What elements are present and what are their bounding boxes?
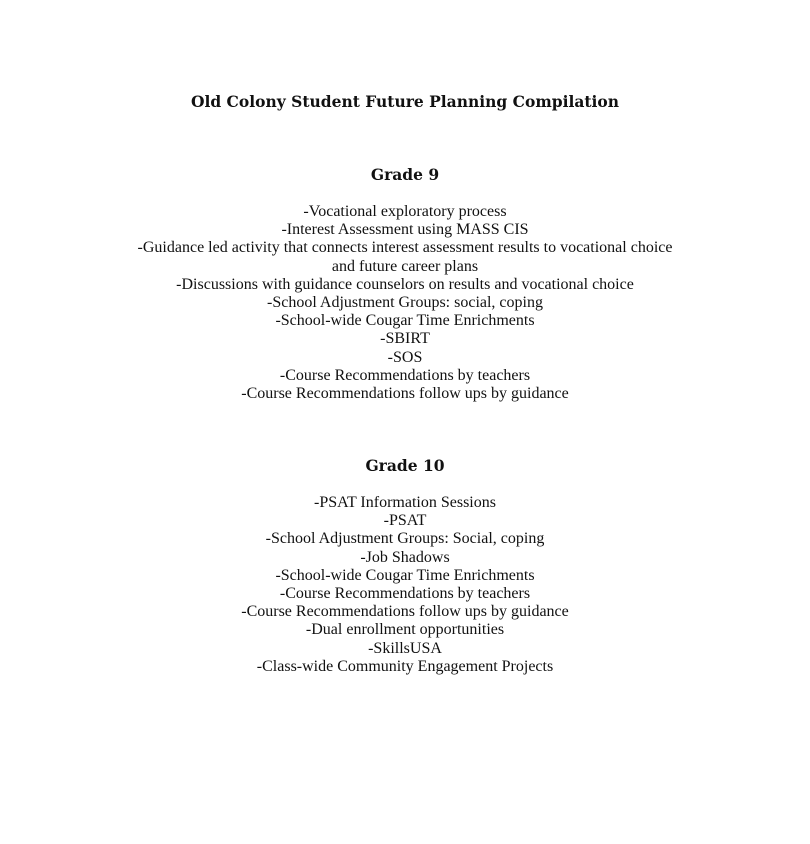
list-item: -Course Recommendations by teachers <box>279 585 531 603</box>
list-item: -School-wide Cougar Time Enrichments <box>275 566 535 584</box>
list-item: -PSAT Information Sessions <box>314 494 496 511</box>
list-item: -Job Shadows <box>360 548 450 566</box>
list-item: -School Adjustment Groups: social, coping <box>267 294 543 312</box>
section-heading-grade-10: Grade 10 <box>365 456 445 475</box>
list-item: -School-wide Cougar Time Enrichments <box>275 312 535 330</box>
section-heading-grade-9: Grade 9 <box>370 165 440 184</box>
list-item: -Class-wide Community Engagement Projects <box>256 657 554 675</box>
list-item: -Course Recommendations follow ups by guidance <box>241 603 569 621</box>
list-item: -Discussions with guidance counselors on results and vocational choice <box>176 275 634 293</box>
list-item: -Course Recommendations by teachers <box>279 366 531 384</box>
list-item: -Guidance led activity that connects interest assessment results to vocational choice and future career plans <box>137 239 673 275</box>
grade-10-activity-list <box>150 494 660 676</box>
grade-9-activity-list <box>135 203 675 403</box>
list-item: -SkillsUSA <box>368 639 442 657</box>
list-item: -SOS <box>387 348 423 366</box>
list-item: -Vocational exploratory process <box>303 203 507 220</box>
list-item: -Dual enrollment opportunities <box>305 621 505 639</box>
list-item: -School Adjustment Groups: Social, coping <box>265 530 545 548</box>
list-item: -SBIRT <box>380 330 430 348</box>
document-title: Old Colony Student Future Planning Compilation <box>190 92 620 111</box>
list-item: -PSAT <box>383 512 427 530</box>
list-item: -Course Recommendations follow ups by guidance <box>241 385 569 403</box>
list-item: -Interest Assessment using MASS CIS <box>281 221 529 239</box>
